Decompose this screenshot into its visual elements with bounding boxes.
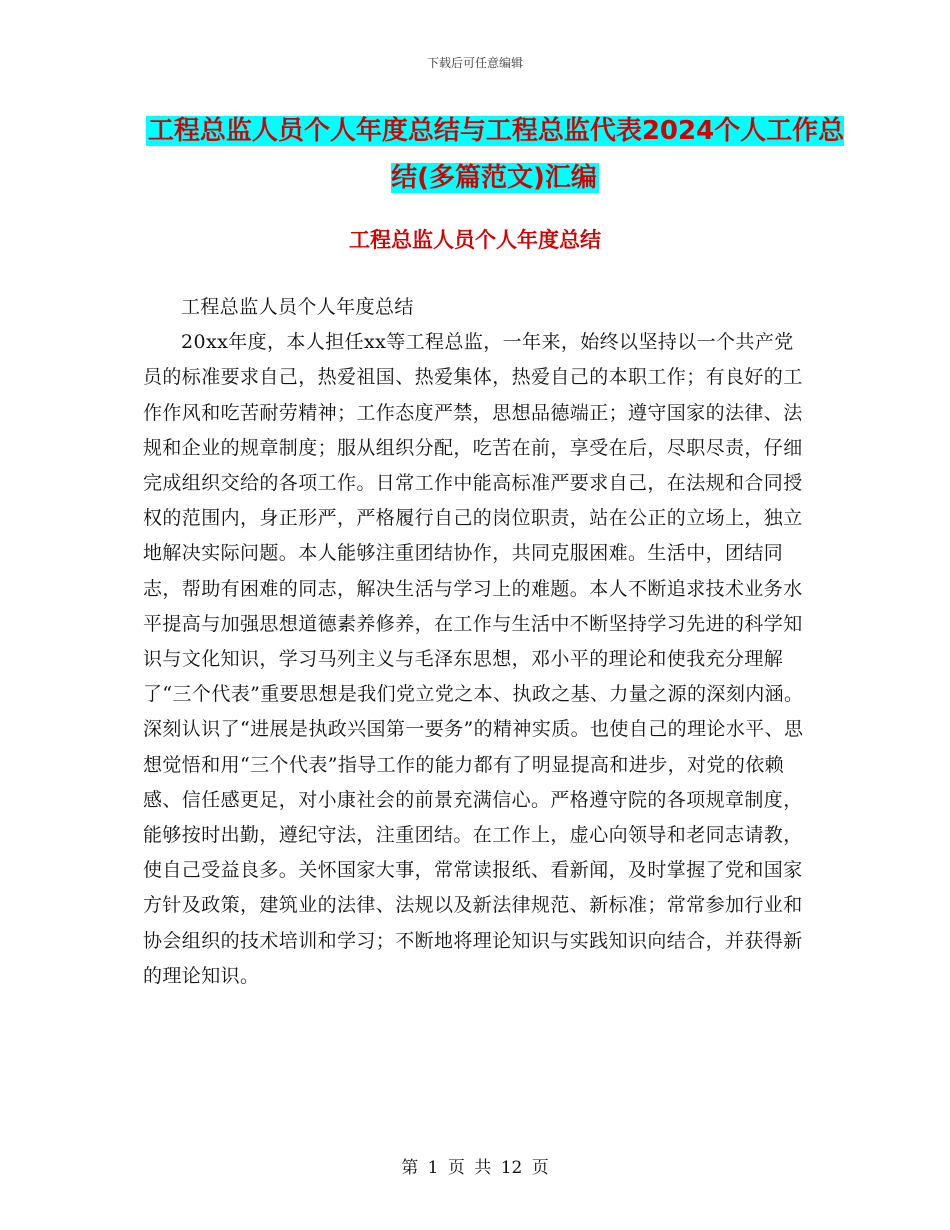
- document-body: [143, 290, 811, 994]
- page-number-footer: 第 1 页 共 12 页: [401, 1158, 549, 1178]
- document-title-text: 工程总监人员个人年度总结与工程总监代表2024个人工作总结(多篇范文)汇编: [147, 116, 845, 193]
- page-header-note: 下载后可任意编辑: [426, 56, 523, 70]
- body-paragraph-heading: 工程总监人员个人年度总结: [181, 296, 414, 318]
- section-title: 工程总监人员个人年度总结: [349, 228, 601, 252]
- document-title: [140, 108, 850, 202]
- body-paragraph: 20xx年度，本人担任xx等工程总监，一年来，始终以坚持以一个共产党员的标准要求自己，热爱祖国、热爱集体，热爱自己的本职工作；有良好的工作作风和吃苦耐劳精神；工作态度严禁，思想品德端正；遵守国家的法律、法规和企业的规章制度；服从组织分配，吃苦在前，享受在后，尽职尽责，仔细完成组织交给的各项工作。日常工作中能高标准严要求自己，在法规和合同授权的范围内，身正形严，严格履行自己的岗位职责，站在公正的立场上，独立地解决实际问题。本人能够注重团结协作，共同克服困难。生活中，团结同志，帮助有困难的同志，解决生活与学习上的难题。本人不断追求技术业务水平提高与加强思想道德素养修养，在工作与生活中不断坚持学习先进的科学知识与文化知识，学习马列主义与毛泽东思想，邓小平的理论和使我充分理解了“三个代表”重要思想是我们党立党之本、执政之基、力量之源的深刻内涵。深刻认识了“进展是执政兴国第一要务”的精神实质。也使自己的理论水平、思想觉悟和用“三个代表”指导工作的能力都有了明显提高和进步，对党的依赖感、信任感更足，对小康社会的前景充满信心。严格遵守院的各项规章制度，能够按时出勤，遵纪守法，注重团结。在工作上，虚心向领导和老同志请教，使自己受益良多。关怀国家大事，常常读报纸、看新闻，及时掌握了党和国家方针及政策，建筑业的法律、法规以及新法律规范、新标准；常常参加行业和协会组织的技术培训和学习；不断地将理论知识与实践知识向结合，并获得新的理论知识。: [143, 331, 804, 987]
